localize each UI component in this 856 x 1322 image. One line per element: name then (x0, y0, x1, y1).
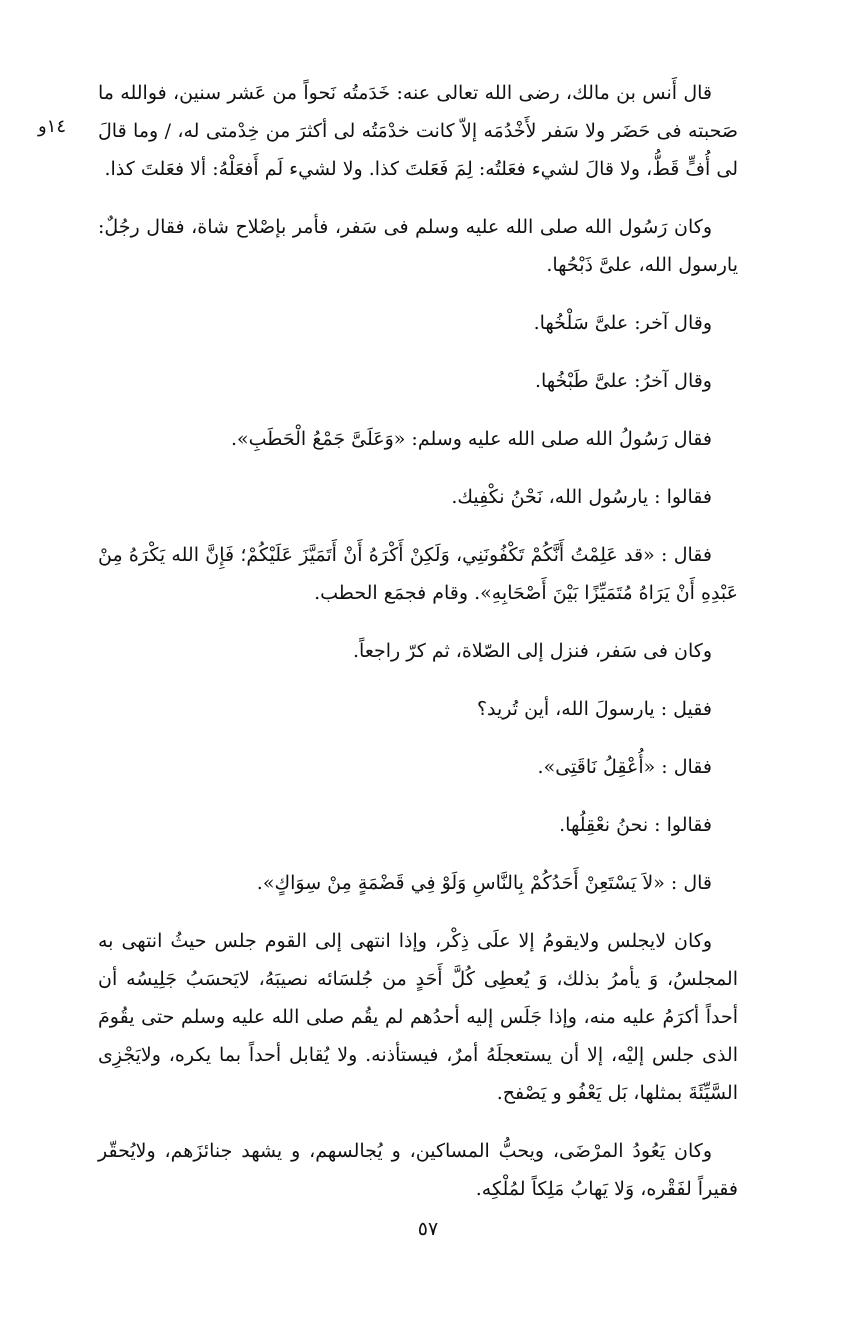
paragraph-1: قال أَنس بن مالك، رضى الله تعالى عنه: خَدَمتُه نَحواً من عَشر سنين، فوالله ما صَحبته فى حَضَر ولا سَفر لأَخْدُمَه إلاّ كانت خدْمَتُه لى أكثرَ من خِدْمتى له، / وما قالَ لى أُفٍّ قَطُّ، ولا قالَ لشيء فعَلتُه: لِمَ فَعَلتَ كذا. ولا لشيء لَم أَفعَلْهُ: ألا فعَلتَ كذا. (98, 82, 738, 180)
paragraph-12: قال : «لاَ يَسْتَعِنْ أَحَدُكُمْ بِالنَّاسِ وَلَوْ فِي قَضْمَةٍ مِنْ سِوَاكٍ». (256, 872, 712, 894)
paragraph-9: فقيل : يارسولَ الله، أين تُريد؟ (476, 698, 712, 720)
paragraph-14: وكان يَعُودُ المرْضَى، ويحبُّ المساكين، و يُجالسهم، و يشهد جنائزَهم، ولايُحقّر فقيراً لفَقْره، وَلا يَهابُ مَلِكاً لمُلْكِه. (98, 1140, 738, 1200)
paragraph-8: وكان فى سَفر، فنزل إلى الصّلاة، ثم كرّ راجعاً. (353, 640, 712, 662)
paragraph-4: وقال آخرُ: علىَّ طَبْخُها. (534, 370, 712, 392)
paragraph-6: فقالوا : يارسُول الله، نَحْنُ نكْفِيك. (451, 486, 712, 508)
page-number: ٥٧ (417, 1218, 439, 1240)
paragraph-5: فقال رَسُولُ الله صلى الله عليه وسلم: «وَعَلَىَّ جَمْعُ الْحَطَبِ». (230, 428, 712, 450)
paragraph-10: فقال : «أُعْقِلُ نَاقَتِى». (537, 756, 712, 778)
paragraph-7: فقال : «قد عَلِمْتُ أَنَّكُمْ تَكْفُونَنِي، وَلَكِنْ أَكْرَهُ أَنْ أَتَمَيَّزَ عَلَيْكُمْ؛ فَإِنَّ الله يَكْرَهُ مِنْ عَبْدِهِ أَنْ يَرَاهُ مُتَمَيِّزًا بَيْنَ أَصْحَابِهِ». وقام فجمَع الحطب. (98, 544, 738, 604)
folio-margin-note: ١٤و (37, 116, 67, 137)
paragraph-11: فقالوا : نحنُ نعْقِلُها. (559, 814, 712, 836)
paragraph-13: وكان لايجلس ولايقومُ إلا علَى ذِكْر، وإذا انتهى إلى القوم جلس حيثُ انتهى به المجلسُ، وَ يأمرُ بذلك، وَ يُعطِى كُلَّ أَحَدٍ من جُلسَائه نصيبَهُ، لايَحسَبُ جَلِيسُه أن أحداً أكرَمُ عليه منه، وإذا جَلَس إليه أحدُهم لم يقُم صلى الله عليه وسلم حتى يقُومَ الذى جلس إليْه، إلا أن يستعجلَهُ أمرٌ، فيستأذنه. ولا يُقابل أحداً بما يكره، ولايَجْزِى السَّيِّئَةَ بمثلها، بَل يَعْفُو و يَصْفح. (98, 930, 738, 1104)
paragraph-3: وقال آخر: علىَّ سَلْخُها. (533, 312, 712, 334)
paragraph-2: وكان رَسُول الله صلى الله عليه وسلم فى سَفر، فأمر بإصْلاح شاة، فقال رجُلٌ: يارسول الله، علىَّ ذَبْحُها. (98, 216, 738, 276)
body-text (98, 74, 738, 1228)
